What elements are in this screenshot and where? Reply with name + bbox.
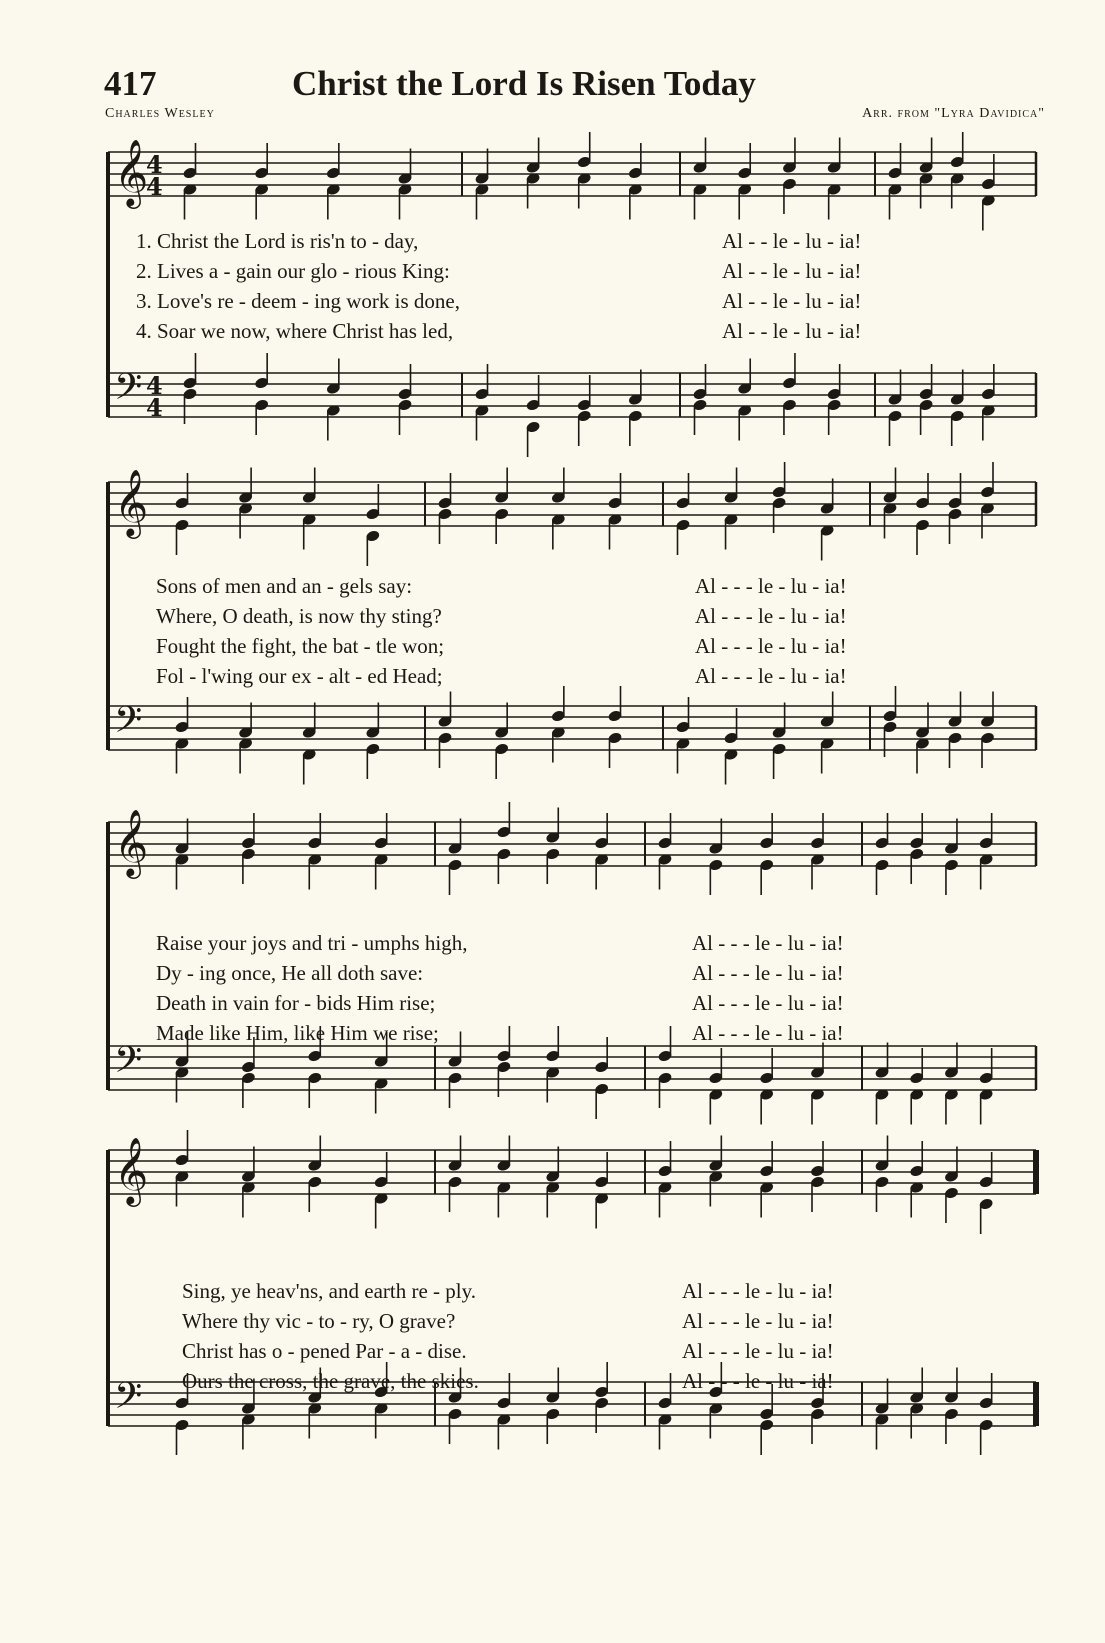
hymn-number: 417 [104,64,157,103]
lyric-line-refrain: Al - - le - lu - ia! [722,289,862,313]
time-signature-treble: 4 [146,172,163,201]
lyric-line-refrain: Al - - - le - lu - ia! [692,1021,844,1045]
lyric-line-verse: Made like Him, like Him we rise; [156,1021,439,1045]
lyric-line-refrain: Al - - - le - lu - ia! [692,931,844,955]
lyric-line-verse: Ours the cross, the grave, the skies. [182,1369,479,1393]
lyric-line-verse: 3. Love's re - deem - ing work is done, [136,289,460,313]
treble-clef-icon: 𝄞 [114,468,149,536]
lyric-line-refrain: Al - - - le - lu - ia! [695,664,847,688]
lyric-line-refrain: Al - - - le - lu - ia! [692,991,844,1015]
lyric-line-verse: Where thy vic - to - ry, O grave? [182,1309,456,1333]
bass-clef-icon: 𝄢 [114,1375,143,1426]
lyric-line-verse: Sons of men and an - gels say: [156,574,413,598]
lyric-line-refrain: Al - - - le - lu - ia! [695,604,847,628]
treble-clef-icon: 𝄞 [114,1136,149,1204]
time-signature-treble: 4 [146,150,163,179]
lyric-line-refrain: Al - - le - lu - ia! [722,229,862,253]
lyric-line-refrain: Al - - - le - lu - ia! [695,574,847,598]
time-signature-bass: 4 [146,393,163,422]
lyric-line-verse: Fol - l'wing our ex - alt - ed Head; [156,664,443,688]
lyric-line-verse: Dy - ing once, He all doth save: [156,961,424,985]
bass-clef-icon: 𝄢 [114,1039,143,1090]
lyric-line-verse: 1. Christ the Lord is ris'n to - day, [136,229,419,253]
lyric-line-verse: 4. Soar we now, where Christ has led, [136,319,454,343]
lyric-line-refrain: Al - - - le - lu - ia! [695,634,847,658]
treble-clef-icon: 𝄞 [114,138,149,206]
lyric-line-refrain: Al - - - le - lu - ia! [692,961,844,985]
lyric-line-refrain: Al - - - le - lu - ia! [682,1339,834,1363]
lyric-line-verse: Where, O death, is now thy sting? [156,604,442,628]
lyric-line-verse: Raise your joys and tri - umphs high, [156,931,468,955]
lyric-line-verse: Christ has o - pened Par - a - dise. [182,1339,467,1363]
hymn-arranger: Arr. from "Lyra Davidica" [862,106,1045,121]
hymn-author: Charles Wesley [105,106,215,121]
lyric-line-refrain: Al - - le - lu - ia! [722,319,862,343]
bass-clef-icon: 𝄢 [114,366,143,417]
lyric-line-refrain: Al - - - le - lu - ia! [682,1309,834,1333]
bass-clef-icon: 𝄢 [114,699,143,750]
time-signature-bass: 4 [146,371,163,400]
lyric-line-verse: Sing, ye heav'ns, and earth re - ply. [182,1279,476,1303]
hymn-title: Christ the Lord Is Risen Today [292,64,756,103]
lyric-line-refrain: Al - - le - lu - ia! [722,259,862,283]
lyric-line-refrain: Al - - - le - lu - ia! [682,1279,834,1303]
lyric-line-refrain: Al - - - le - lu - ia! [682,1369,834,1393]
treble-clef-icon: 𝄞 [114,808,149,876]
lyric-line-verse: Death in vain for - bids Him rise; [156,991,436,1015]
lyric-line-verse: Fought the fight, the bat - tle won; [156,634,445,658]
lyric-line-verse: 2. Lives a - gain our glo - rious King: [136,259,450,283]
